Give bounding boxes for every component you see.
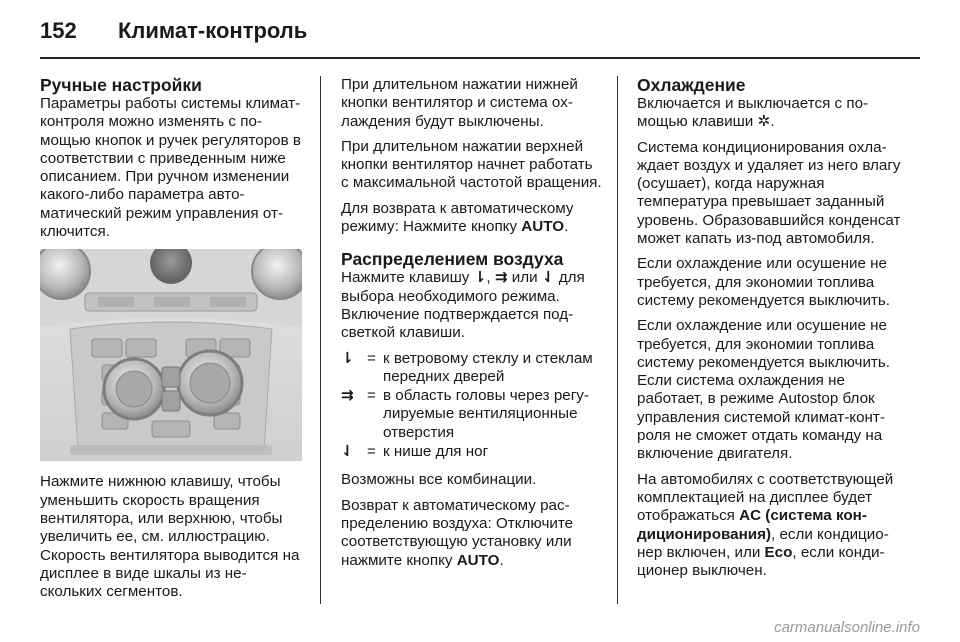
snowflake-icon: ✲	[757, 113, 771, 131]
equals-sign: =	[367, 387, 376, 405]
list-item-text: к ветровому стеклу и стеклам передних дверей	[383, 349, 593, 385]
paragraph-text: Возврат к автоматическому распределению воздуха: Отключите соответствующую установку или нажмите кнопку	[341, 496, 574, 569]
paragraph-text: , если кондиционер выключен.	[637, 543, 885, 580]
footwell-air-icon: ⇃	[341, 443, 354, 461]
period: .	[564, 218, 569, 236]
page-number: 152	[40, 18, 77, 43]
paragraph	[341, 200, 603, 237]
climate-control-panel-photo	[40, 249, 302, 461]
paragraph-text: , если кондиционер включен, или	[637, 525, 889, 561]
column-2	[341, 76, 603, 577]
eco-display-label: Eco	[764, 543, 793, 561]
separator: или	[507, 269, 542, 287]
section-heading-air-distribution: Распределением воздуха	[341, 249, 564, 270]
list-item	[341, 443, 603, 461]
auto-key-label: AUTO	[521, 218, 565, 236]
paragraph	[341, 269, 603, 342]
list-item-text: в область головы через регулируемые вентиляционные отверстия	[383, 387, 589, 441]
chapter-title: Климат-контроль	[118, 18, 308, 43]
column-divider-2	[617, 76, 618, 604]
column-1	[40, 76, 302, 608]
paragraph	[637, 471, 903, 581]
column-3	[637, 76, 903, 587]
ac-display-label: AC (система кондиционирования)	[637, 507, 867, 543]
header-rule	[40, 57, 920, 59]
paragraph-text: для выбора необходимого режима. Включение подтверждается подсветкой клавиши.	[341, 269, 585, 342]
paragraph: При длительном нажатии нижней кнопки вентилятор и система охлаждения будут выключены.	[341, 76, 578, 130]
paragraph: Параметры работы системы климат-контроля можно изменять с помощью кнопок и ручек регуляторов в соответствии с приведенным ниже описанием. При ручном изменении какого-либо параметра автоматический режим управления отключится.	[40, 95, 301, 241]
watermark: carmanualsonline.info	[774, 619, 920, 636]
paragraph: Если охлаждение или осушение не требуется, для экономии топлива систему рекомендуется выключить.	[637, 255, 891, 309]
paragraph: При длительном нажатии верхней кнопки вентилятор начнет работать с максимальной частотой вращения.	[341, 137, 602, 192]
air-distribution-list	[341, 350, 603, 462]
period: .	[499, 551, 504, 569]
list-item-text: к нише для ног	[383, 443, 489, 461]
auto-key-label: AUTO	[456, 551, 500, 569]
paragraph	[341, 497, 603, 570]
list-item	[341, 387, 603, 442]
equals-sign: =	[367, 349, 376, 367]
paragraph: Возможны все комбинации.	[341, 471, 537, 489]
separator: ,	[486, 269, 495, 287]
column-divider-1	[320, 76, 321, 604]
equals-sign: =	[367, 443, 376, 461]
paragraph: Нажмите нижнюю клавишу, чтобы уменьшить скорость вращения вентилятора, или верхнюю, чтобы увеличить ее, см. иллюстрацию. Скорость вентилятора выводится на дисплее в виде шкалы из нескольких сегментов.	[40, 473, 300, 601]
section-heading-manual-settings: Ручные настройки	[40, 75, 202, 95]
head-air-icon: ⇉	[341, 387, 354, 405]
period: .	[770, 113, 775, 131]
paragraph-text: Для возврата к автоматическому режиму: Нажмите кнопку	[341, 199, 574, 236]
windscreen-air-icon: ⇂	[473, 269, 487, 287]
paragraph	[637, 95, 903, 132]
paragraph-text: Включается и выключается с помощью клавиши	[637, 95, 869, 131]
paragraph: Если охлаждение или осушение не требуется, для экономии топлива систему рекомендуется выключить. Если система охлаждения не работает, в режиме Autostop блок управления системой климат-контроля не сможет отдать команду на включение двигателя.	[637, 317, 891, 463]
paragraph: Система кондиционирования охлаждает воздух и удаляет из него влагу (осушает), когда наружная температура превышает заданный уровень. Образовавшийся конденсат может капать из-под автомобиля.	[637, 138, 901, 248]
head-air-icon: ⇉	[494, 269, 508, 287]
paragraph-text: На автомобилях с соответствующей комплектацией на дисплее будет отображаться	[637, 470, 894, 525]
section-heading-cooling: Охлаждение	[637, 75, 746, 95]
windscreen-air-icon: ⇂	[341, 349, 354, 367]
footwell-air-icon: ⇃	[541, 269, 555, 287]
list-item	[341, 350, 603, 387]
paragraph-text: Нажмите клавишу	[341, 269, 474, 287]
